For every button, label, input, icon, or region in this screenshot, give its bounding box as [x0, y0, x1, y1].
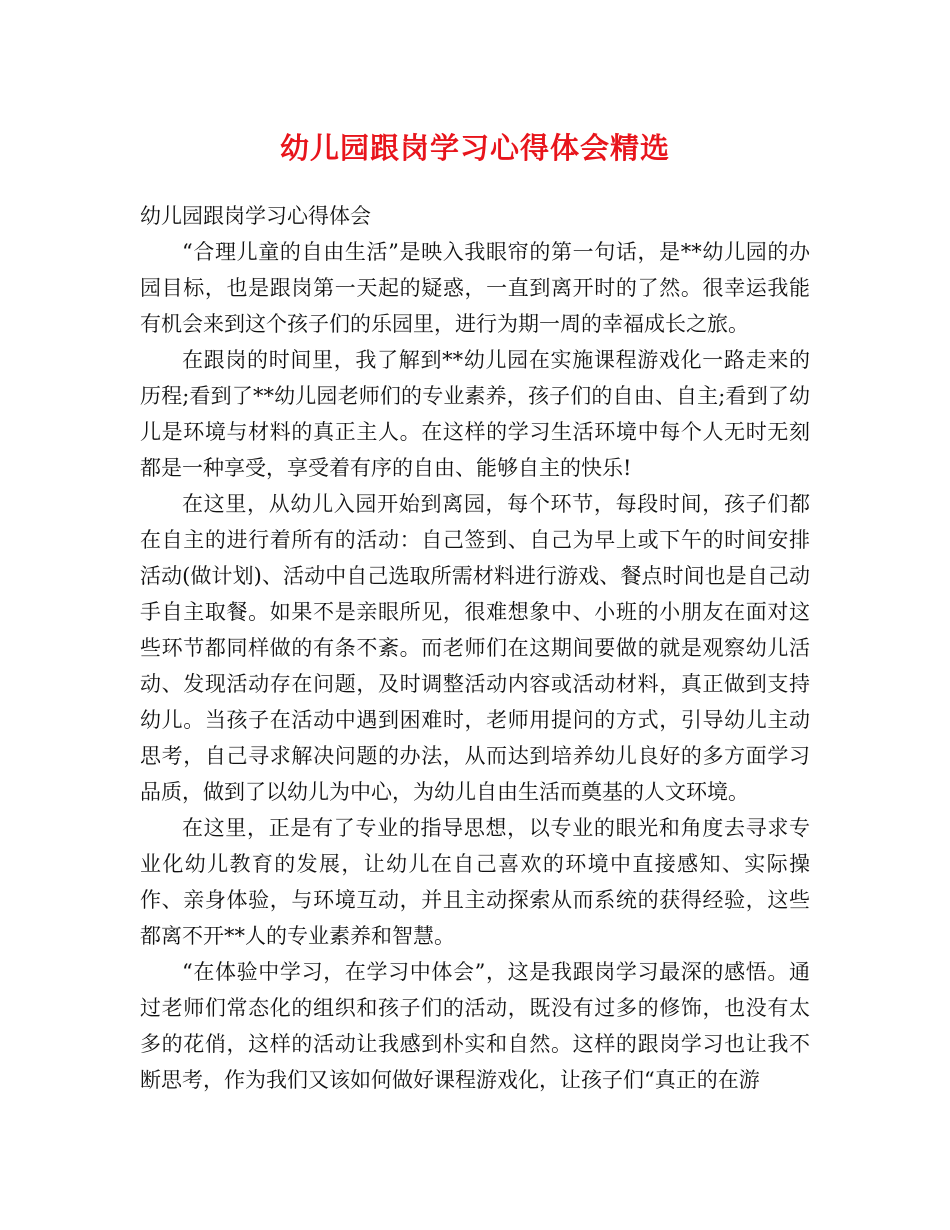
- paragraph-5: “在体验中学习，在学习中体会”，这是我跟岗学习最深的感悟。通过老师们常态化的组织和孩子们的活动，既没有过多的修饰，也没有太多的花俏，这样的活动让我感到朴实和自然。这样的跟岗学习也让我不断思考，作为我们又该如何做好课程游戏化，让孩子们“真正的在游: [140, 960, 810, 1092]
- document-title: 幼儿园跟岗学习心得体会精选: [279, 131, 670, 165]
- paragraph-2: 在跟岗的时间里，我了解到**幼儿园在实施课程游戏化一路走来的历程;看到了**幼儿园老师们的专业素养，孩子们的自由、自主;看到了幼儿是环境与材料的真正主人。在这样的学习生活环境中每个人无时无刻都是一种享受，享受着有序的自由、能够自主的快乐!: [140, 348, 810, 480]
- paragraph-4: 在这里，正是有了专业的指导思想，以专业的眼光和角度去寻求专业化幼儿教育的发展，让幼儿在自己喜欢的环境中直接感知、实际操作、亲身体验，与环境互动，并且主动探索从而系统的获得经验，这些都离不开**人的专业素养和智慧。: [140, 816, 810, 948]
- document-body: [140, 198, 810, 1098]
- document-subtitle: 幼儿园跟岗学习心得体会: [140, 204, 371, 228]
- paragraph-1: “合理儿童的自由生活”是映入我眼帘的第一句话，是**幼儿园的办园目标，也是跟岗第一天起的疑惑，一直到离开时的了然。很幸运我能有机会来到这个孩子们的乐园里，进行为期一周的幸福成长之旅。: [140, 240, 810, 336]
- paragraph-3: 在这里，从幼儿入园开始到离园，每个环节，每段时间，孩子们都在自主的进行着所有的活动：自己签到、自己为早上或下午的时间安排活动(做计划)、活动中自己选取所需材料进行游戏、餐点时间也是自己动手自主取餐。如果不是亲眼所见，很难想象中、小班的小朋友在面对这些环节都同样做的有条不紊。而老师们在这期间要做的就是观察幼儿活动、发现活动存在问题，及时调整活动内容或活动材料，真正做到支持幼儿。当孩子在活动中遇到困难时，老师用提问的方式，引导幼儿主动思考，自己寻求解决问题的办法，从而达到培养幼儿良好的多方面学习品质，做到了以幼儿为中心，为幼儿自由生活而奠基的人文环境。: [140, 492, 810, 804]
